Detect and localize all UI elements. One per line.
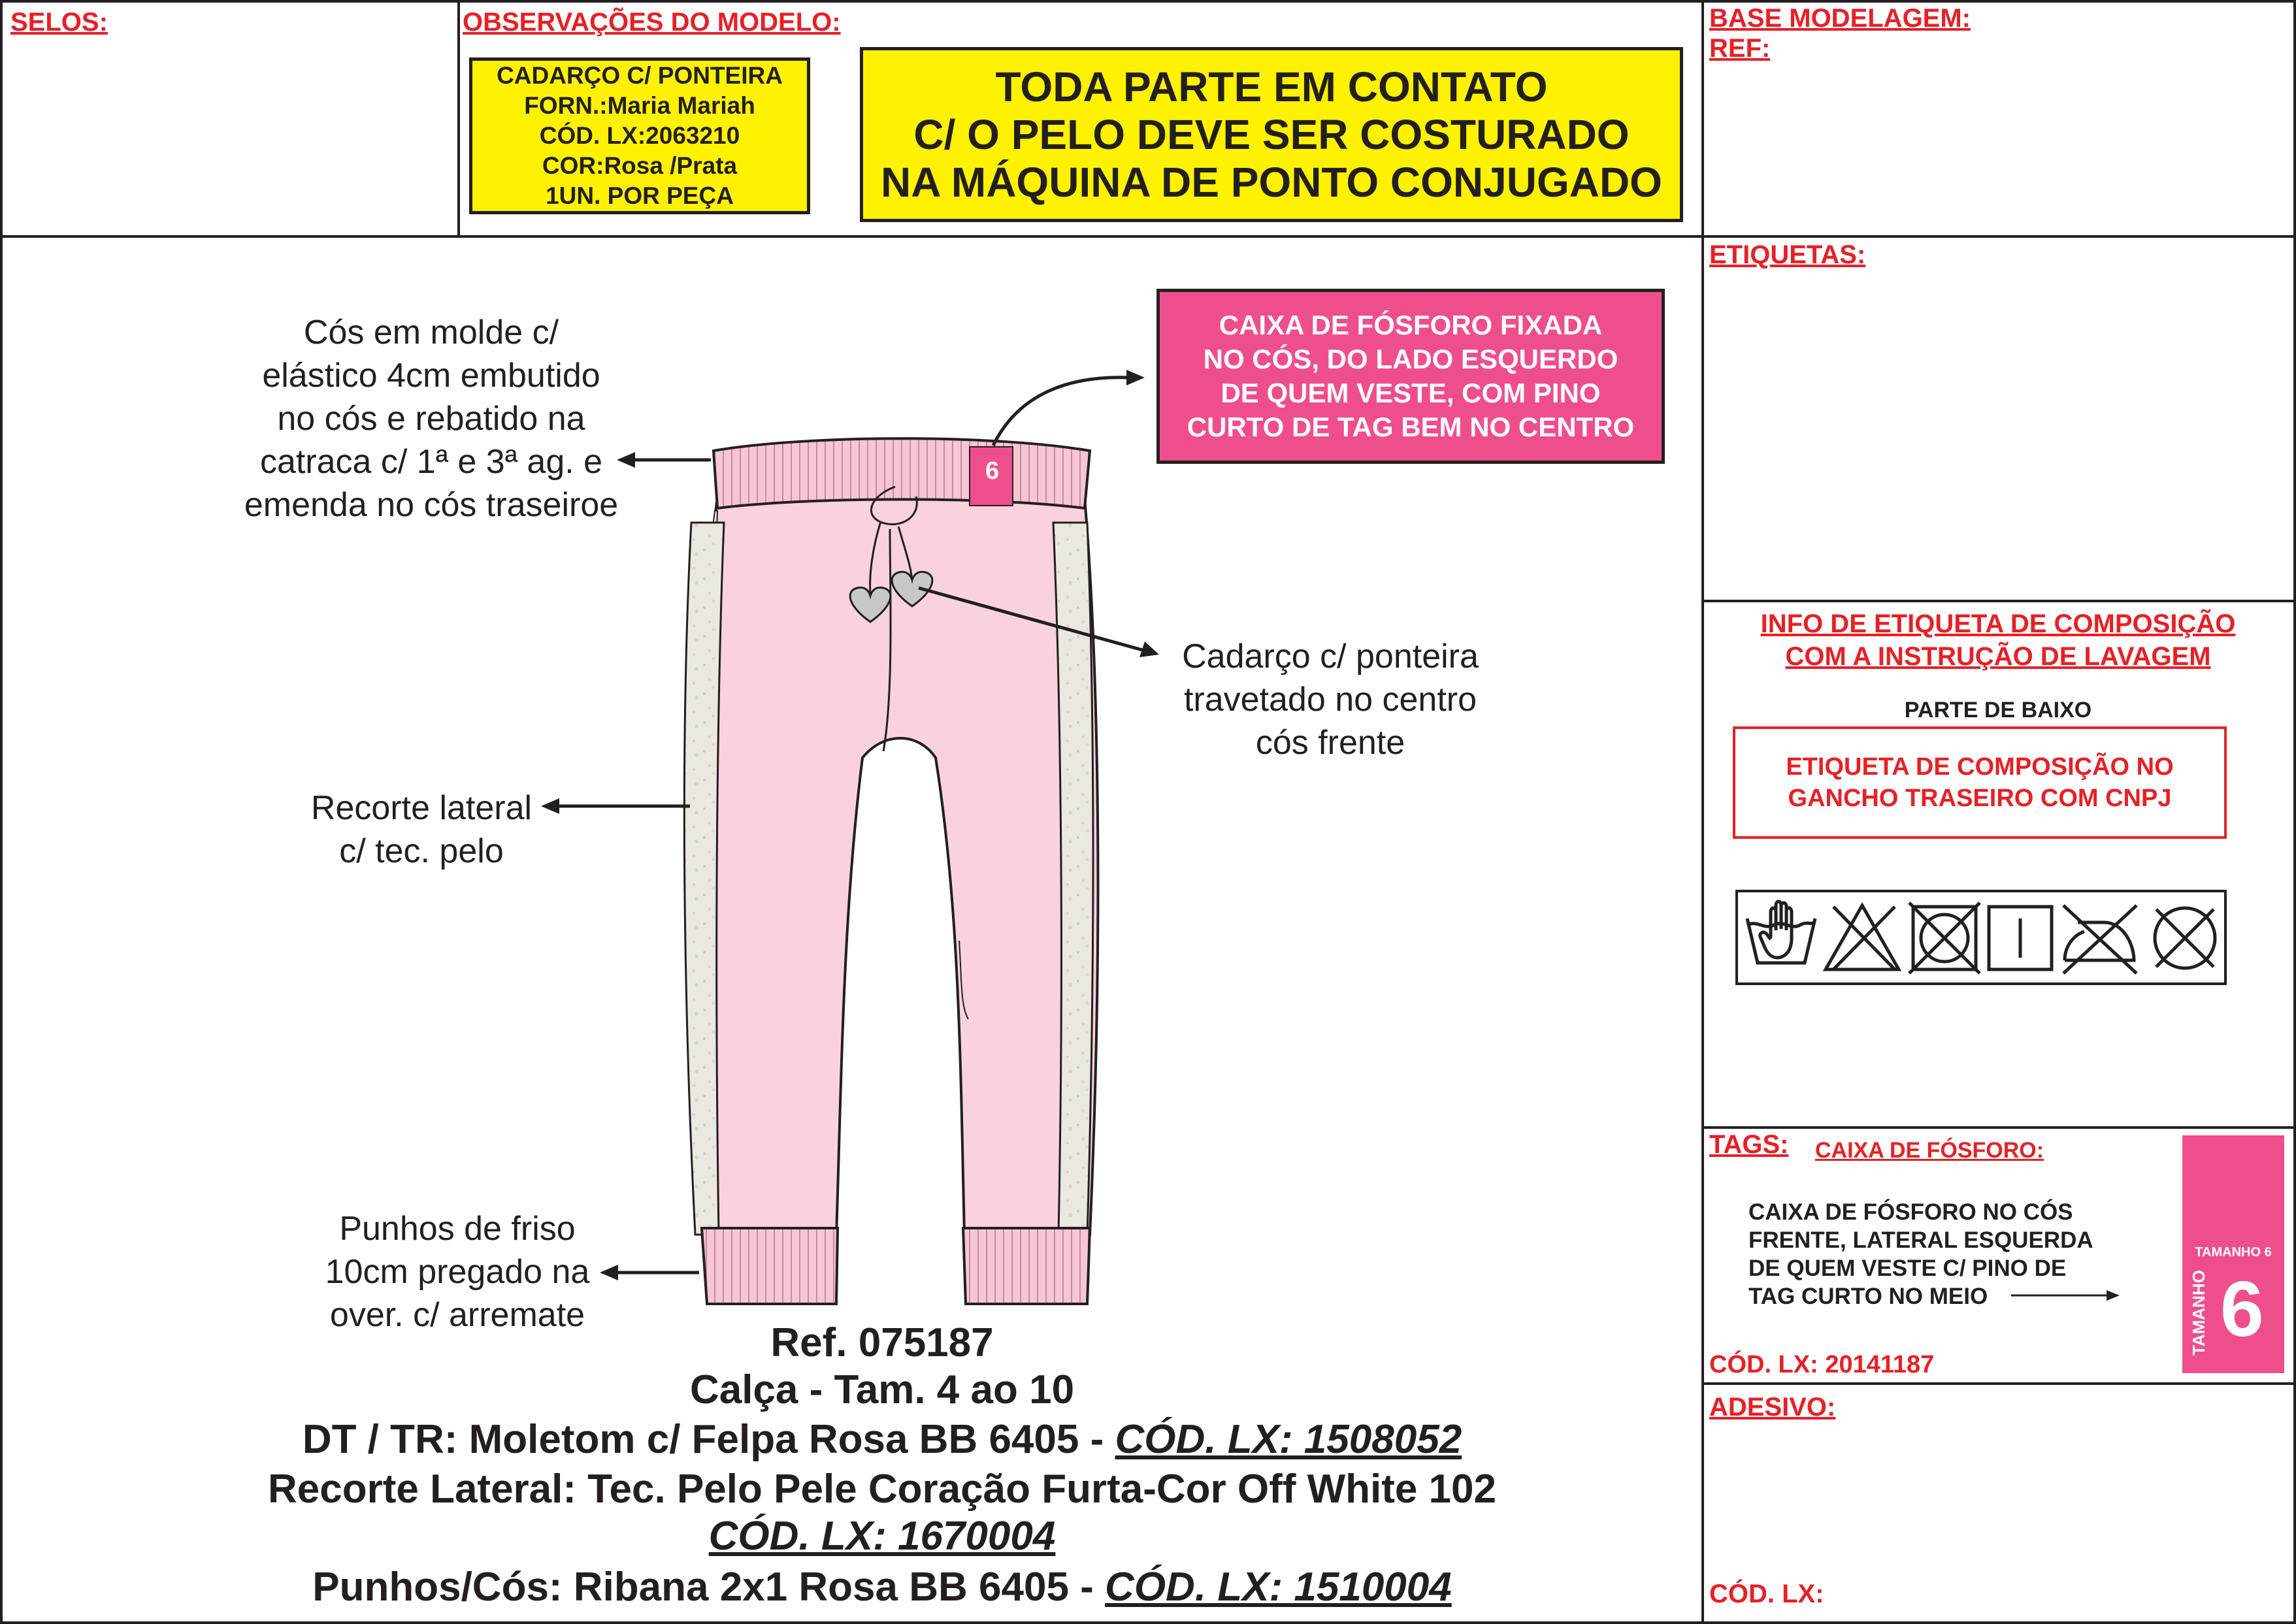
tags-code: CÓD. LX: 20141187 — [1709, 1351, 1935, 1378]
annotation-line: Recorte lateral — [310, 789, 533, 827]
product-name: Calça - Tam. 4 ao 10 — [689, 1367, 1075, 1412]
adesivo-code: CÓD. LX: — [1709, 1580, 1824, 1608]
callout-line: CURTO DE TAG BEM NO CENTRO — [1187, 412, 1635, 442]
no-tumble-dry-icon — [1909, 903, 1980, 973]
notice-line: NA MÁQUINA DE PONTO CONJUGADO — [881, 158, 1662, 206]
annotation-line: no cós e rebatido na — [277, 400, 585, 438]
cadarco-line: CADARÇO C/ PONTEIRA — [497, 62, 783, 89]
tags-label: TAGS: — [1709, 1130, 1789, 1159]
line-dry-icon — [1989, 907, 2052, 969]
side-panel-code: CÓD. LX: 1670004 — [708, 1514, 1056, 1559]
hand-wash-icon — [1747, 901, 1815, 963]
left-cuff — [702, 1228, 838, 1304]
annotation-line: over. c/ arremate — [329, 1296, 585, 1334]
notice-line: C/ O PELO DEVE SER COSTURADO — [913, 110, 1630, 158]
annotation-line: emenda no cós traseiroe — [244, 486, 619, 524]
wash-symbols-box — [1735, 890, 2227, 985]
annotation-line: Cadarço c/ ponteira — [1182, 638, 1479, 675]
annotation-line: elástico 4cm embutido — [262, 357, 600, 395]
annotation-line: Punhos de friso — [339, 1210, 576, 1248]
notice-line: TODA PARTE EM CONTATO — [995, 63, 1548, 110]
info-title-line: COM A INSTRUÇÃO DE LAVAGEM — [1785, 642, 2211, 671]
product-ref: Ref. 075187 — [770, 1320, 994, 1365]
annotation-line: catraca c/ 1ª e 3ª ag. e — [259, 443, 603, 481]
size-tag-small-text: TAMANHO 6 — [2195, 1245, 2272, 1259]
cadarco-line: 1UN. POR PEÇA — [546, 182, 734, 209]
product-fabric — [39, 1416, 1725, 1463]
size-tag-vertical-text: TAMANHO — [2188, 1270, 2208, 1356]
waistband-tag-number: 6 — [985, 457, 1000, 485]
no-dry-clean-icon — [2155, 908, 2215, 968]
composition-label-box — [1733, 726, 2227, 839]
base-modelagem-label: BASE MODELAGEM: — [1709, 4, 1971, 33]
size-tag — [2182, 1135, 2284, 1373]
cadarco-line: CÓD. LX:2063210 — [539, 122, 740, 149]
annotation-line: 10cm pregado na — [325, 1253, 590, 1291]
composition-line: ETIQUETA DE COMPOSIÇÃO NO — [1786, 753, 2174, 781]
selos-label: SELOS: — [10, 8, 108, 37]
fabric-code: CÓD. LX: 1508052 — [1115, 1417, 1462, 1462]
composition-line: GANCHO TRASEIRO COM CNPJ — [1788, 785, 2172, 812]
tag-text-line: CAIXA DE FÓSFORO NO CÓS — [1748, 1199, 2073, 1225]
tag-text-line: DE QUEM VESTE C/ PINO DE — [1748, 1256, 2067, 1281]
caixa-fosforo-label: CAIXA DE FÓSFORO: — [1815, 1138, 2044, 1163]
outer-border-bottom — [0, 1621, 2296, 1624]
right-divider-tags — [1701, 1126, 2296, 1129]
info-title-line: INFO DE ETIQUETA DE COMPOSIÇÃO — [1760, 609, 2236, 638]
right-cuff — [963, 1228, 1090, 1304]
callout-line: NO CÓS, DO LADO ESQUERDO — [1203, 344, 1618, 374]
cuffs-desc: Punhos/Cós: Ribana 2x1 Rosa BB 6405 - — [312, 1565, 1106, 1610]
info-title — [1704, 608, 2292, 673]
cadarco-line: FORN.:Maria Mariah — [524, 92, 755, 119]
annotation-line: cós frente — [1255, 724, 1405, 762]
parte-de-baixo: PARTE DE BAIXO — [1904, 698, 2092, 723]
callout-line: DE QUEM VESTE, COM PINO — [1221, 378, 1601, 408]
tag-text-line: TAG CURTO NO MEIO — [1748, 1284, 1988, 1309]
no-iron-icon — [2063, 905, 2137, 973]
annotation-line: Cós em molde c/ — [303, 314, 559, 351]
annotation-line: travetado no centro — [1183, 681, 1477, 719]
cuffs-code: CÓD. LX: 1510004 — [1105, 1565, 1452, 1610]
right-divider-adesivo — [1701, 1382, 2296, 1385]
etiquetas-label: ETIQUETAS: — [1709, 240, 1866, 269]
no-bleach-icon — [1826, 905, 1899, 969]
right-divider-etiquetas — [1701, 600, 2296, 602]
product-cuffs — [39, 1564, 1725, 1611]
cadarco-line: COR:Rosa /Prata — [542, 152, 738, 179]
pants-body — [695, 498, 1098, 1235]
fabric-desc: DT / TR: Moletom c/ Felpa Rosa BB 6405 - — [302, 1417, 1115, 1462]
adesivo-label: ADESIVO: — [1709, 1393, 1836, 1421]
product-side-panel: Recorte Lateral: Tec. Pelo Pele Coração Furta-Cor Off White 102 — [267, 1467, 1496, 1512]
observacoes-label: OBSERVAÇÕES DO MODELO: — [463, 8, 841, 37]
product-side-panel-code — [39, 1513, 1725, 1560]
annotation-line: c/ tec. pelo — [339, 832, 504, 870]
waistband — [713, 438, 1090, 508]
ref-label: REF: — [1709, 34, 1771, 63]
callout-line: CAIXA DE FÓSFORO FIXADA — [1219, 310, 1603, 340]
tag-text-line: FRENTE, LATERAL ESQUERDA — [1748, 1227, 2093, 1253]
outer-border-right — [2293, 0, 2296, 1624]
wash-symbols — [1738, 892, 2224, 983]
tag-arrow — [2011, 1286, 2122, 1305]
size-tag-number: 6 — [2220, 1265, 2264, 1353]
